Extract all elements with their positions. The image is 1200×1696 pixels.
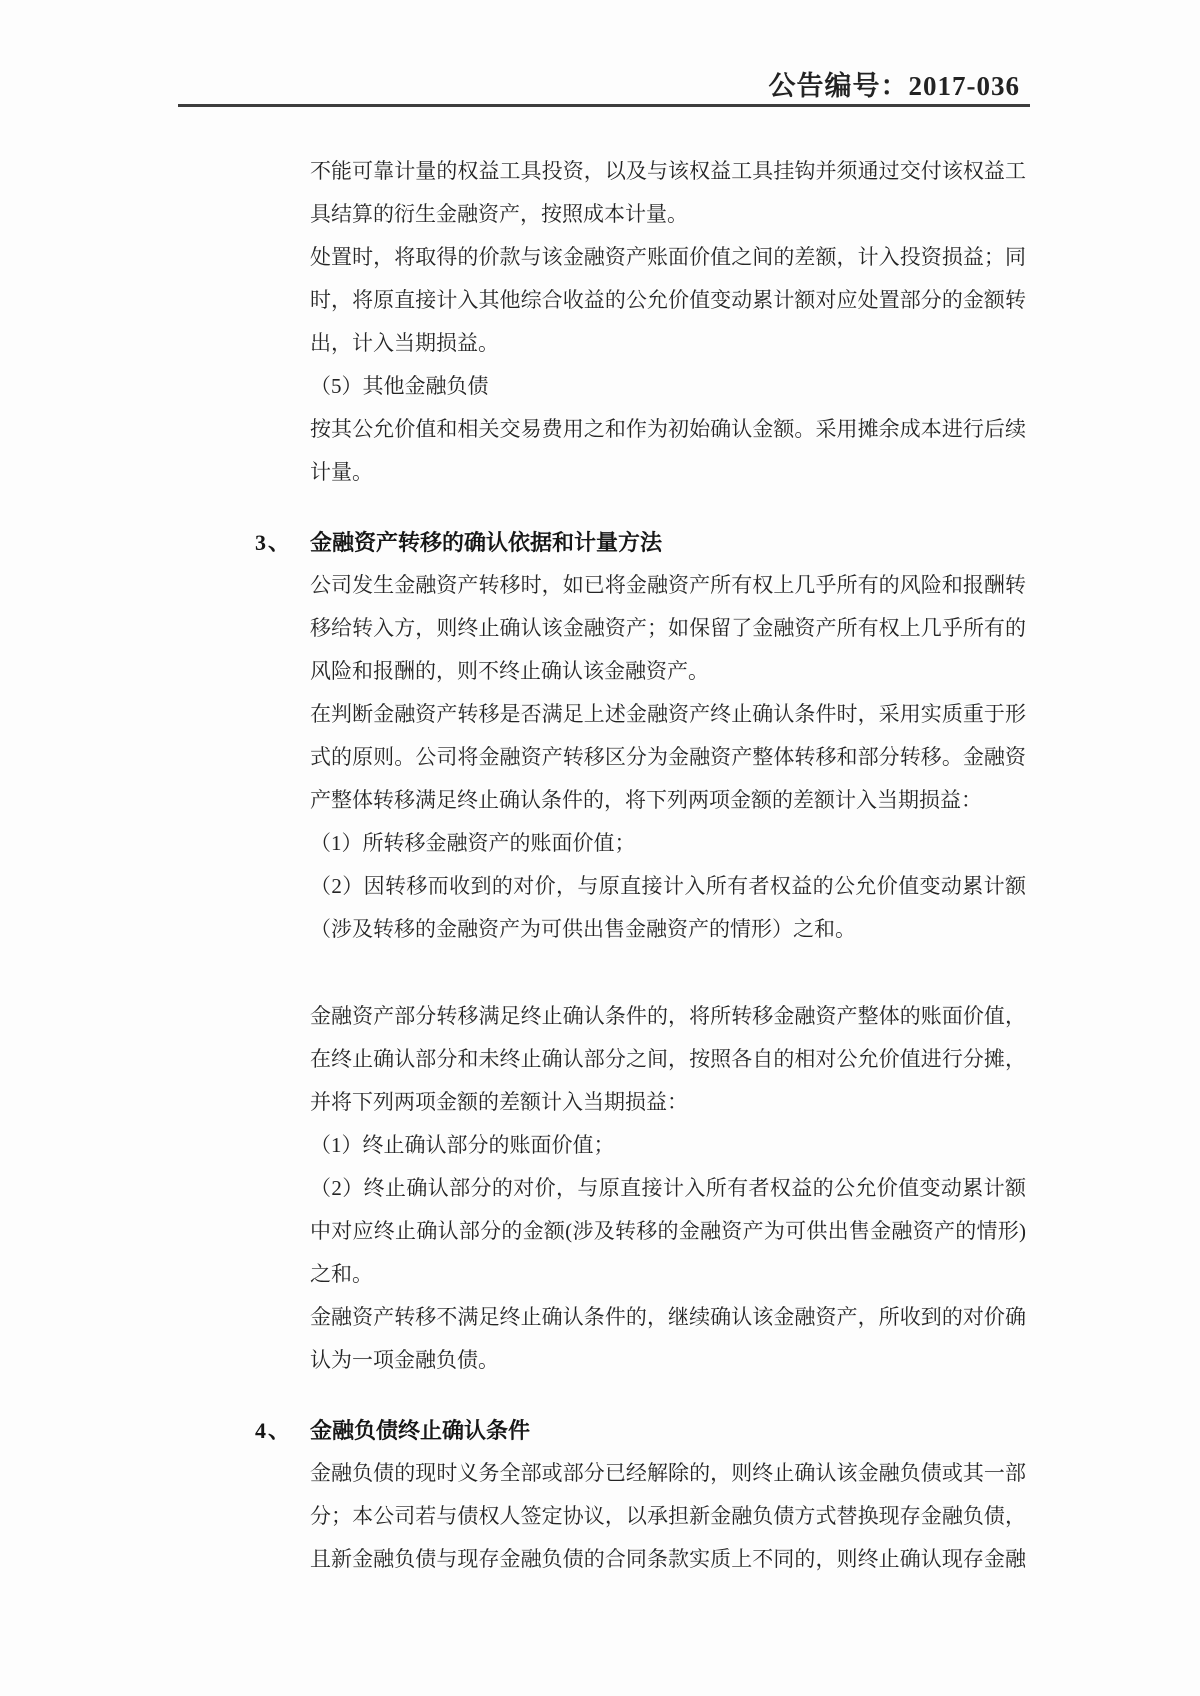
section-number: 4、 xyxy=(255,1418,293,1443)
text-line: 处置时，将取得的价款与该金融资产账面价值之间的差额，计入投资损益；同 xyxy=(310,245,1026,269)
text-line: 产整体转移满足终止确认条件的，将下列两项金额的差额计入当期损益： xyxy=(310,788,982,812)
text-line: 不能可靠计量的权益工具投资，以及与该权益工具挂钩并须通过交付该权益工 xyxy=(310,159,1026,183)
text-line: 时，将原直接计入其他综合收益的公允价值变动累计额对应处置部分的金额转 xyxy=(310,288,1026,312)
announcement-number: 公告编号：2017-036 xyxy=(768,71,1020,101)
text-line: 具结算的衍生金融资产，按照成本计量。 xyxy=(310,202,688,226)
text-line: 分；本公司若与债权人签定协议，以承担新金融负债方式替换现存金融负债， xyxy=(310,1504,1026,1528)
paragraph xyxy=(310,693,1026,951)
text-line: （2）终止确认部分的对价，与原直接计入所有者权益的公允价值变动累计额 xyxy=(310,1176,1026,1200)
text-line: 在判断金融资产转移是否满足上述金融资产终止确认条件时，采用实质重于形 xyxy=(310,702,1026,726)
text-line: （涉及转移的金融资产为可供出售金融资产的情形）之和。 xyxy=(310,917,856,941)
paragraph xyxy=(310,150,1026,236)
section-title: 金融负债终止确认条件 xyxy=(310,1418,531,1443)
text-line: 在终止确认部分和未终止确认部分之间，按照各自的相对公允价值进行分摊， xyxy=(310,1047,1026,1071)
text-line: 认为一项金融负债。 xyxy=(310,1348,499,1372)
text-line: 出，计入当期损益。 xyxy=(310,331,499,355)
text-line: 中对应终止确认部分的金额(涉及转移的金融资产为可供出售金融资产的情形) xyxy=(310,1219,1026,1243)
text-line: （1）所转移金融资产的账面价值； xyxy=(310,831,636,855)
text-line: 金融资产转移不满足终止确认条件的，继续确认该金融资产，所收到的对价确 xyxy=(310,1305,1026,1329)
text-line: 公司发生金融资产转移时，如已将金融资产所有权上几乎所有的风险和报酬转 xyxy=(310,573,1026,597)
text-line: 之和。 xyxy=(310,1262,373,1286)
text-line: （2）因转移而收到的对价，与原直接计入所有者权益的公允价值变动累计额 xyxy=(310,874,1026,898)
text-line: （5）其他金融负债 xyxy=(310,374,489,398)
section-heading xyxy=(255,521,1026,564)
text-line: 按其公允价值和相关交易费用之和作为初始确认金额。采用摊余成本进行后续 xyxy=(310,417,1026,441)
text-line: 且新金融负债与现存金融负债的合同条款实质上不同的，则终止确认现存金融 xyxy=(310,1547,1026,1571)
paragraph xyxy=(310,1296,1026,1382)
section-number: 3、 xyxy=(255,530,293,555)
paragraph xyxy=(310,365,1026,408)
paragraph xyxy=(310,408,1026,494)
paragraph xyxy=(310,564,1026,693)
text-line: 移给转入方，则终止确认该金融资产；如保留了金融资产所有权上几乎所有的 xyxy=(310,616,1026,640)
text-line: （1）终止确认部分的账面价值； xyxy=(310,1133,615,1157)
document-body xyxy=(255,150,1026,1581)
paragraph xyxy=(310,1452,1026,1581)
section-title: 金融资产转移的确认依据和计量方法 xyxy=(310,530,663,555)
text-line: 风险和报酬的，则不终止确认该金融资产。 xyxy=(310,659,709,683)
paragraph xyxy=(310,995,1026,1296)
paragraph xyxy=(310,236,1026,365)
text-line: 式的原则。公司将金融资产转移区分为金融资产整体转移和部分转移。金融资 xyxy=(310,745,1026,769)
section-heading xyxy=(255,1409,1026,1452)
text-line: 并将下列两项金额的差额计入当期损益： xyxy=(310,1090,688,1114)
text-line: 金融负债的现时义务全部或部分已经解除的，则终止确认该金融负债或其一部 xyxy=(310,1461,1026,1485)
text-line: 计量。 xyxy=(310,460,373,484)
header-rule xyxy=(178,104,1030,107)
text-line: 金融资产部分转移满足终止确认条件的，将所转移金融资产整体的账面价值， xyxy=(310,1004,1026,1028)
